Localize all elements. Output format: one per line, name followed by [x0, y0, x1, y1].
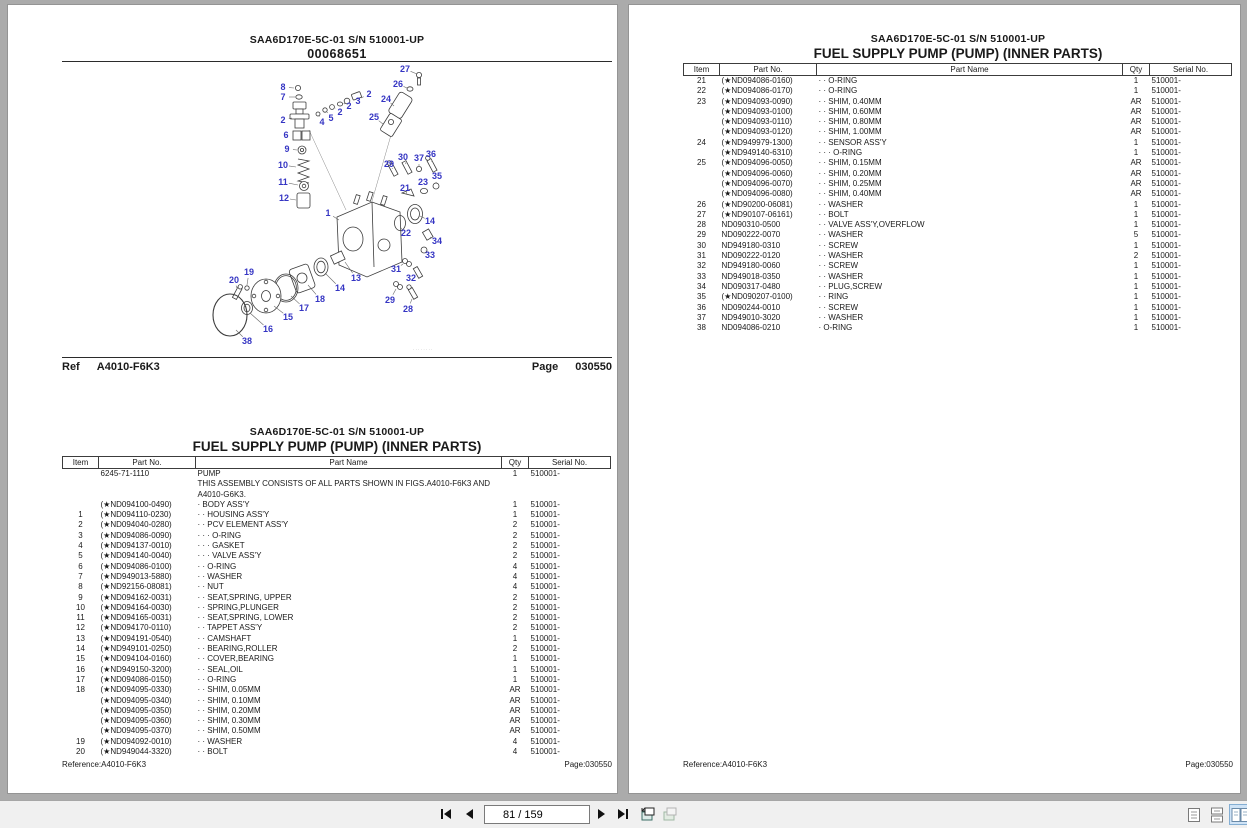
col-part-no: Part No.: [99, 457, 196, 469]
first-page-button[interactable]: [437, 805, 455, 823]
diagram-callout-18: 18: [314, 294, 326, 304]
table-row: (★ND094095-0370) · · SHIM, 0.50MM AR 510001-: [100, 726, 560, 736]
diagram-callout-31: 31: [390, 264, 402, 274]
diagram-callout-4: 4: [319, 117, 325, 127]
ref-rule: [62, 357, 612, 358]
table-row: 18 (★ND094095-0330) · · SHIM, 0.05MM AR 510001-: [76, 685, 560, 695]
ref-page-line: [62, 361, 612, 373]
previous-view-button[interactable]: [638, 805, 656, 823]
diagram-callout-17: 17: [298, 303, 310, 313]
diagram-callout-8: 8: [280, 82, 286, 92]
figure-number: 00068651: [307, 47, 367, 61]
table-row: 32 ND949180-0060 · · SCREW 1 510001-: [697, 261, 1181, 271]
facing-pages-view-icon: [1231, 807, 1247, 823]
col-serial-no: Serial No.: [529, 457, 611, 469]
table-row: 13 (★ND094191-0540) · · CAMSHAFT 1 510001-: [76, 633, 560, 643]
diagram-callout-2: 2: [346, 101, 352, 111]
table-row: 12 (★ND094170-0110) · · TAPPET ASS'Y 2 510001-: [76, 623, 560, 633]
footer-reference: Reference:A4010-F6K3: [62, 760, 147, 769]
exploded-parts-diagram: [62, 62, 612, 350]
table-row: 34 ND090317-0480 · · PLUG,SCREW 1 510001-: [697, 281, 1181, 291]
diagram-callout-20: 20: [228, 275, 240, 285]
left-parts-table-section: [62, 426, 612, 757]
diagram-callout-2: 2: [280, 115, 286, 125]
table-model-title: SAA6D170E-5C-01 S/N 510001-UP: [249, 426, 425, 438]
col-serial-no: Serial No.: [1150, 64, 1232, 76]
right-parts-table-section: [683, 33, 1233, 333]
single-page-view-icon: [1187, 807, 1201, 823]
single-page-view-button[interactable]: [1183, 804, 1205, 825]
table-row: 27 (★ND90107-06161) · · BOLT 1 510001-: [697, 209, 1181, 219]
pdf-toolbar: [0, 800, 1247, 828]
table-row: (★ND094096-0080) · · SHIM, 0.40MM AR 510001-: [721, 189, 1181, 199]
table-row: 2 (★ND094040-0280) · · PCV ELEMENT ASS'Y 2 510001-: [78, 520, 560, 530]
table-row: 15 (★ND094104-0160) · · COVER,BEARING 1 510001-: [76, 654, 560, 664]
diagram-callout-35: 35: [431, 171, 443, 181]
table-row: (★ND094096-0060) · · SHIM, 0.20MM AR 510001-: [721, 168, 1181, 178]
table-header-row: [684, 64, 1232, 76]
diagram-callout-6: 6: [283, 130, 289, 140]
page-value: 030550: [575, 361, 612, 373]
col-qty: Qty: [502, 457, 529, 469]
page-label: Page: [531, 361, 559, 373]
footer-page: Page:030550: [1185, 760, 1233, 769]
next-page-button[interactable]: [592, 805, 610, 823]
footer-page: Page:030550: [564, 760, 612, 769]
col-qty: Qty: [1123, 64, 1150, 76]
first-page-icon: [438, 806, 454, 822]
table-row: 33 ND949018-0350 · · WASHER 1 510001-: [697, 271, 1181, 281]
table-row: A4010-G6K3.: [197, 489, 246, 499]
diagram-callout-14: 14: [334, 283, 346, 293]
table-row: (★ND094096-0070) · · SHIM, 0.25MM AR 510001-: [721, 178, 1181, 188]
ref-value: A4010-F6K3: [96, 361, 160, 373]
col-part-name: Part Name: [196, 457, 502, 469]
continuous-view-icon: [1210, 807, 1224, 823]
continuous-view-button[interactable]: [1206, 804, 1228, 825]
table-row: (★ND094093-0100) · · SHIM, 0.60MM AR 510001-: [721, 106, 1181, 116]
table-row: 25 (★ND094096-0050) · · SHIM, 0.15MM AR 510001-: [697, 158, 1181, 168]
diagram-callout-1: 1: [325, 208, 331, 218]
col-item: Item: [684, 64, 720, 76]
table-row: 1 (★ND094110-0230) · · HOUSING ASS'Y 1 510001-: [78, 510, 560, 520]
page-number-combobox[interactable]: [484, 805, 590, 824]
diagram-callout-11: 11: [278, 177, 288, 187]
table-title: FUEL SUPPLY PUMP (PUMP) (INNER PARTS): [192, 439, 482, 454]
diagram-callout-2: 2: [337, 107, 343, 117]
diagram-callout-34: 34: [431, 236, 443, 246]
table-row: 4 (★ND094137-0010) · · · GASKET 2 510001-: [78, 541, 560, 551]
diagram-callout-36: 36: [425, 149, 437, 159]
col-part-name: Part Name: [817, 64, 1123, 76]
table-row: 19 (★ND094092-0010) · · WASHER 4 510001-: [76, 736, 560, 746]
table-row: THIS ASSEMBLY CONSISTS OF ALL PARTS SHOWN IN FIGS.A4010-F6K3 AND: [197, 479, 491, 489]
diagram-callout-21: 21: [399, 183, 411, 193]
table-row: 6 (★ND094086-0100) · · O-RING 4 510001-: [78, 561, 560, 571]
table-row: 20 (★ND949044-3320) · · BOLT 4 510001-: [76, 747, 560, 757]
diagram-callout-9: 9: [284, 144, 290, 154]
table-row: 37 ND949010-3020 · · WASHER 1 510001-: [697, 312, 1181, 322]
table-row: 38 ND094086-0210 · O-RING 1 510001-: [697, 323, 1181, 333]
table-row: 24 (★ND949979-1300) · · SENSOR ASS'Y 1 510001-: [697, 137, 1181, 147]
diagram-callout-15: 15: [282, 312, 294, 322]
diagram-callout-29: 29: [384, 295, 396, 305]
col-part-no: Part No.: [720, 64, 817, 76]
ref-label: Ref: [62, 361, 80, 373]
previous-view-icon: [638, 806, 656, 822]
diagram-callout-13: 13: [350, 273, 362, 283]
table-row: (★ND094095-0350) · · SHIM, 0.20MM AR 510001-: [100, 705, 560, 715]
diagram-callout-19: 19: [243, 267, 255, 277]
table-row: 6245-71-1110 PUMP 1 510001-: [100, 469, 560, 478]
table-header-row: [63, 457, 611, 469]
last-page-button[interactable]: [614, 805, 632, 823]
diagram-callout-25: 25: [368, 112, 380, 122]
pump-drawing: [213, 72, 439, 336]
table-row: 26 (★ND90200-06081) · · WASHER 1 510001-: [697, 199, 1181, 209]
diagram-callout-14: 14: [424, 216, 436, 226]
next-page-icon: [593, 806, 609, 822]
table-row: 17 (★ND094086-0150) · · O-RING 1 510001-: [76, 674, 560, 684]
left-page-header: [62, 34, 612, 61]
diagram-callout-24: 24: [380, 94, 392, 104]
diagram-callout-3: 3: [355, 96, 361, 106]
diagram-callout-33: 33: [424, 250, 436, 260]
model-serial-title: SAA6D170E-5C-01 S/N 510001-UP: [249, 34, 425, 46]
previous-page-icon: [462, 806, 478, 822]
diagram-callout-28: 28: [402, 304, 414, 314]
last-page-icon: [615, 806, 631, 822]
col-item: Item: [63, 457, 99, 469]
print-marks: ........: [413, 346, 434, 351]
table-row: 16 (★ND949150-3200) · · SEAL,OIL 1 510001-: [76, 664, 560, 674]
parts-table-right: [683, 63, 1232, 333]
table-row: 23 (★ND094093-0090) · · SHIM, 0.40MM AR 510001-: [697, 96, 1181, 106]
footer-reference: Reference:A4010-F6K3: [683, 760, 768, 769]
table-row: 8 (★ND92156-08081) · · NUT 4 510001-: [78, 582, 560, 592]
table-row: 10 (★ND094164-0030) · · SPRING,PLUNGER 2 510001-: [76, 602, 560, 612]
table-row: 30 ND949180-0310 · · SCREW 1 510001-: [697, 240, 1181, 250]
table-row: 31 ND090222-0120 · · WASHER 2 510001-: [697, 251, 1181, 261]
diagram-callout-2: 2: [366, 89, 372, 99]
table-row: 3 (★ND094086-0090) · · · O-RING 2 510001-: [78, 530, 560, 540]
table-row: 9 (★ND094162-0031) · · SEAT,SPRING, UPPER 2 510001-: [78, 592, 560, 602]
table-row: 11 (★ND094165-0031) · · SEAT,SPRING, LOWER 2 510001-: [76, 613, 560, 623]
table-row: (★ND094093-0120) · · SHIM, 1.00MM AR 510001-: [721, 127, 1181, 137]
table-row: 36 ND090244-0010 · · SCREW 1 510001-: [697, 302, 1181, 312]
document-page-left: [8, 5, 617, 793]
diagram-callout-12: 12: [278, 193, 290, 203]
table-row: 22 (★ND094086-0170) · · O-RING 1 510001-: [697, 86, 1181, 96]
diagram-callout-29: 29: [383, 159, 395, 169]
table-row: 35 (★ND090207-0100) · · RING 1 510001-: [697, 292, 1181, 302]
next-view-icon: [660, 806, 678, 822]
table-row: 28 ND090310-0500 · · VALVE ASS'Y,OVERFLOW 1 510001-: [697, 220, 1181, 230]
diagram-callout-26: 26: [392, 79, 404, 89]
table-row: (★ND094095-0360) · · SHIM, 0.30MM AR 510001-: [100, 716, 560, 726]
table-row: (★ND094095-0340) · · SHIM, 0.10MM AR 510001-: [100, 695, 560, 705]
left-page-footer: [62, 760, 612, 769]
diagram-callout-37: 37: [413, 153, 425, 163]
table-row: (★ND094100-0490) · BODY ASS'Y 1 510001-: [100, 499, 560, 509]
diagram-callout-27: 27: [399, 64, 411, 74]
table-row: 7 (★ND949013-5880) · · WASHER 4 510001-: [78, 571, 560, 581]
previous-page-button[interactable]: [461, 805, 479, 823]
next-view-button[interactable]: [660, 805, 678, 823]
table-row: (★ND094093-0110) · · SHIM, 0.80MM AR 510001-: [721, 117, 1181, 127]
parts-table-left: [62, 456, 611, 757]
facing-pages-view-button[interactable]: [1229, 804, 1247, 825]
diagram-callout-30: 30: [397, 152, 409, 162]
diagram-callout-23: 23: [417, 177, 429, 187]
diagram-callout-10: 10: [277, 160, 289, 170]
table-title: FUEL SUPPLY PUMP (PUMP) (INNER PARTS): [813, 46, 1103, 61]
table-row: (★ND949140-6310) · · · O-RING 1 510001-: [721, 148, 1181, 158]
diagram-callout-38: 38: [241, 336, 253, 346]
diagram-callout-22: 22: [400, 228, 412, 238]
table-row: 29 ND090222-0070 · · WASHER 5 510001-: [697, 230, 1181, 240]
diagram-callout-7: 7: [280, 92, 286, 102]
table-row: 21 (★ND094086-0160) · · O-RING 1 510001-: [697, 76, 1181, 85]
table-model-title: SAA6D170E-5C-01 S/N 510001-UP: [870, 33, 1046, 45]
right-page-footer: [683, 760, 1233, 769]
document-page-right: [629, 5, 1240, 793]
diagram-callout-16: 16: [262, 324, 274, 334]
table-row: 14 (★ND949101-0250) · · BEARING,ROLLER 2 510001-: [76, 644, 560, 654]
diagram-callout-5: 5: [328, 113, 334, 123]
diagram-callout-32: 32: [405, 273, 417, 283]
table-row: 5 (★ND094140-0040) · · · VALVE ASS'Y 2 510001-: [78, 551, 560, 561]
